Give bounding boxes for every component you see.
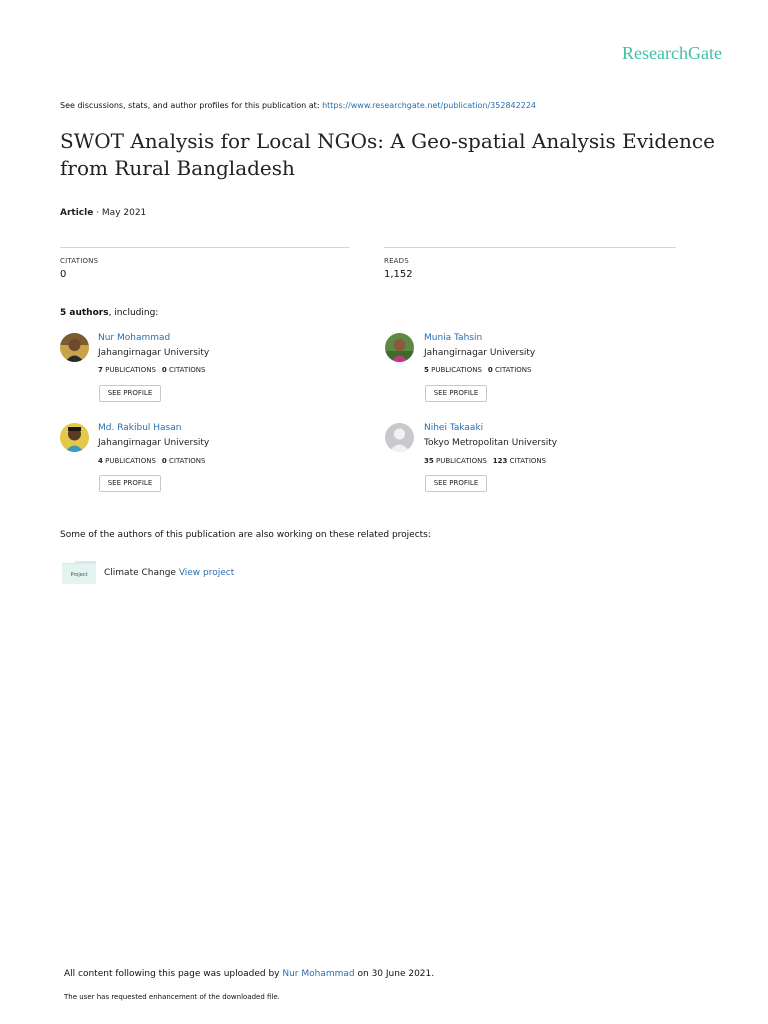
- publications-count: 7: [98, 366, 103, 374]
- upload-note: [64, 969, 434, 979]
- citations-divider: [60, 247, 350, 248]
- citations-count: 0: [161, 366, 167, 374]
- citations-value: 0: [60, 269, 67, 280]
- publications-count: 5: [424, 366, 429, 374]
- author-name-link[interactable]: Nihei Takaaki: [424, 423, 484, 433]
- publications-count: 35: [424, 457, 434, 465]
- author-stats: [424, 366, 531, 374]
- publications-label: PUBLICATIONS: [431, 366, 482, 374]
- publication-date: · May 2021: [93, 208, 147, 218]
- reads-value: 1,152: [384, 269, 413, 280]
- author-stats: [98, 366, 205, 374]
- project-name: Climate Change: [104, 568, 179, 578]
- author-institution: Tokyo Metropolitan University: [424, 438, 558, 448]
- author-stats: [98, 457, 205, 465]
- authors-heading: [60, 308, 158, 318]
- citations-label: CITATIONS: [495, 366, 532, 374]
- see-profile-button[interactable]: SEE PROFILE: [425, 475, 487, 492]
- view-project-link[interactable]: View project: [178, 568, 235, 578]
- upload-prefix: All content following this page was uploaded by: [64, 969, 283, 979]
- upload-suffix: on 30 June 2021.: [354, 969, 435, 979]
- see-profile-button[interactable]: SEE PROFILE: [99, 385, 161, 402]
- citations-label: CITATIONS: [169, 366, 206, 374]
- see-discussions-text: See discussions, stats, and author profiles for this publication at:: [60, 101, 323, 110]
- page-title: SWOT Analysis for Local NGOs: A Geo-spatial Analysis Evidence from Rural Bangladesh: [60, 129, 715, 180]
- publication-type: Article: [60, 208, 94, 218]
- citations-label: CITATIONS: [509, 457, 547, 465]
- citations-count: 0: [487, 366, 493, 374]
- authors-suffix: , including:: [108, 308, 159, 318]
- enhancement-note: The user has requested enhancement of the downloaded file.: [64, 993, 280, 1001]
- uploader-link[interactable]: Nur Mohammad: [282, 969, 355, 979]
- publications-label: PUBLICATIONS: [105, 366, 156, 374]
- see-profile-button[interactable]: SEE PROFILE: [99, 475, 161, 492]
- author-avatar[interactable]: [385, 423, 414, 452]
- publication-url-link[interactable]: https://www.researchgate.net/publication/352842224: [322, 101, 536, 110]
- publications-label: PUBLICATIONS: [435, 457, 487, 465]
- project-icon-label: Project: [70, 572, 88, 578]
- see-profile-button[interactable]: SEE PROFILE: [425, 385, 487, 402]
- related-projects-heading: Some of the authors of this publication are also working on these related projects:: [60, 530, 431, 540]
- publications-label: PUBLICATIONS: [105, 457, 156, 465]
- author-institution: Jahangirnagar University: [98, 348, 210, 358]
- citations-count: 123: [492, 457, 508, 465]
- author-stats: [424, 457, 546, 465]
- reads-divider: [384, 247, 676, 248]
- author-name-link[interactable]: Munia Tahsin: [424, 333, 483, 343]
- authors-count: 5 authors: [60, 308, 109, 318]
- author-avatar[interactable]: [60, 423, 89, 452]
- publications-count: 4: [98, 457, 103, 465]
- reads-label: READS: [384, 257, 409, 265]
- researchgate-logo[interactable]: ResearchGate: [622, 43, 722, 63]
- author-avatar[interactable]: [385, 333, 414, 362]
- project-folder-icon: [62, 561, 96, 584]
- citations-count: 0: [161, 457, 167, 465]
- author-avatar[interactable]: [60, 333, 89, 362]
- author-name-link[interactable]: Md. Rakibul Hasan: [98, 423, 182, 433]
- citations-label: CITATIONS: [169, 457, 206, 465]
- project-entry: [104, 568, 234, 578]
- author-name-link[interactable]: Nur Mohammad: [98, 333, 171, 343]
- author-institution: Jahangirnagar University: [98, 438, 210, 448]
- author-institution: Jahangirnagar University: [424, 348, 536, 358]
- publication-meta: [60, 208, 146, 218]
- see-discussions-line: [60, 101, 536, 110]
- citations-label: CITATIONS: [60, 257, 99, 265]
